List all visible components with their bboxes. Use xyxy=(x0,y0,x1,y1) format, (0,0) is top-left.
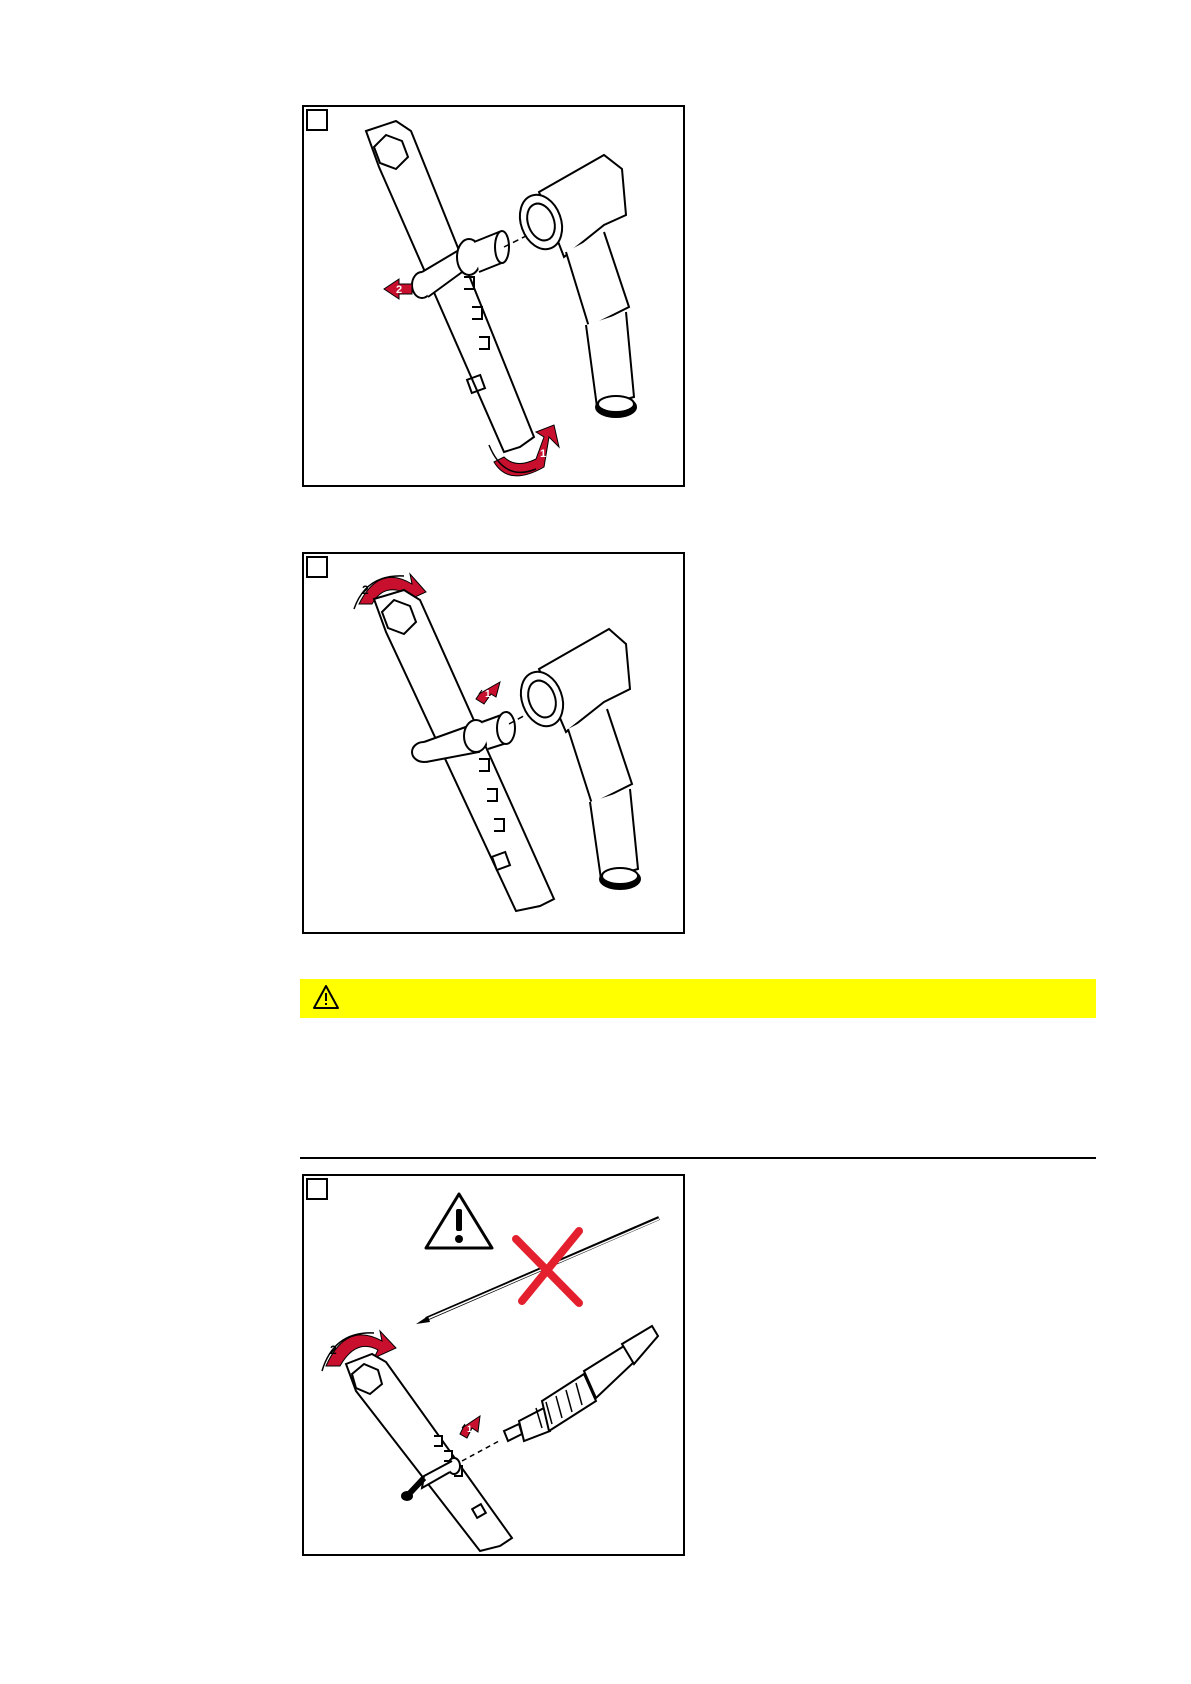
adapter-removal-illustration xyxy=(304,107,685,487)
cross-icon xyxy=(516,1231,579,1303)
welding-torch xyxy=(513,155,636,417)
wrench-tool xyxy=(346,1354,512,1551)
arrow-2-label: 2 xyxy=(362,583,369,597)
arrow-1-label: 1 xyxy=(485,689,491,700)
arrow-1 xyxy=(460,1416,480,1438)
liner-illustration xyxy=(304,1176,685,1556)
arrow-2 xyxy=(384,279,412,299)
section-divider xyxy=(300,1157,1096,1159)
arrow-1-label: 1 xyxy=(540,448,547,460)
arrow-1 xyxy=(476,682,500,704)
figure-3-liner-warning xyxy=(302,1174,685,1556)
warning-triangle-icon xyxy=(312,984,340,1010)
arrow-2-label: 2 xyxy=(396,284,403,296)
arrow-1-label: 1 xyxy=(467,1424,473,1434)
arrow-2-label: 2 xyxy=(330,1343,337,1357)
figure-1-remove-adapter xyxy=(302,105,685,487)
warning-banner xyxy=(300,979,1096,1018)
torch-neck xyxy=(504,1326,658,1441)
adapter-insert-illustration xyxy=(304,554,685,934)
caution-triangle-icon xyxy=(426,1194,492,1248)
figure-2-insert-adapter xyxy=(302,552,685,934)
